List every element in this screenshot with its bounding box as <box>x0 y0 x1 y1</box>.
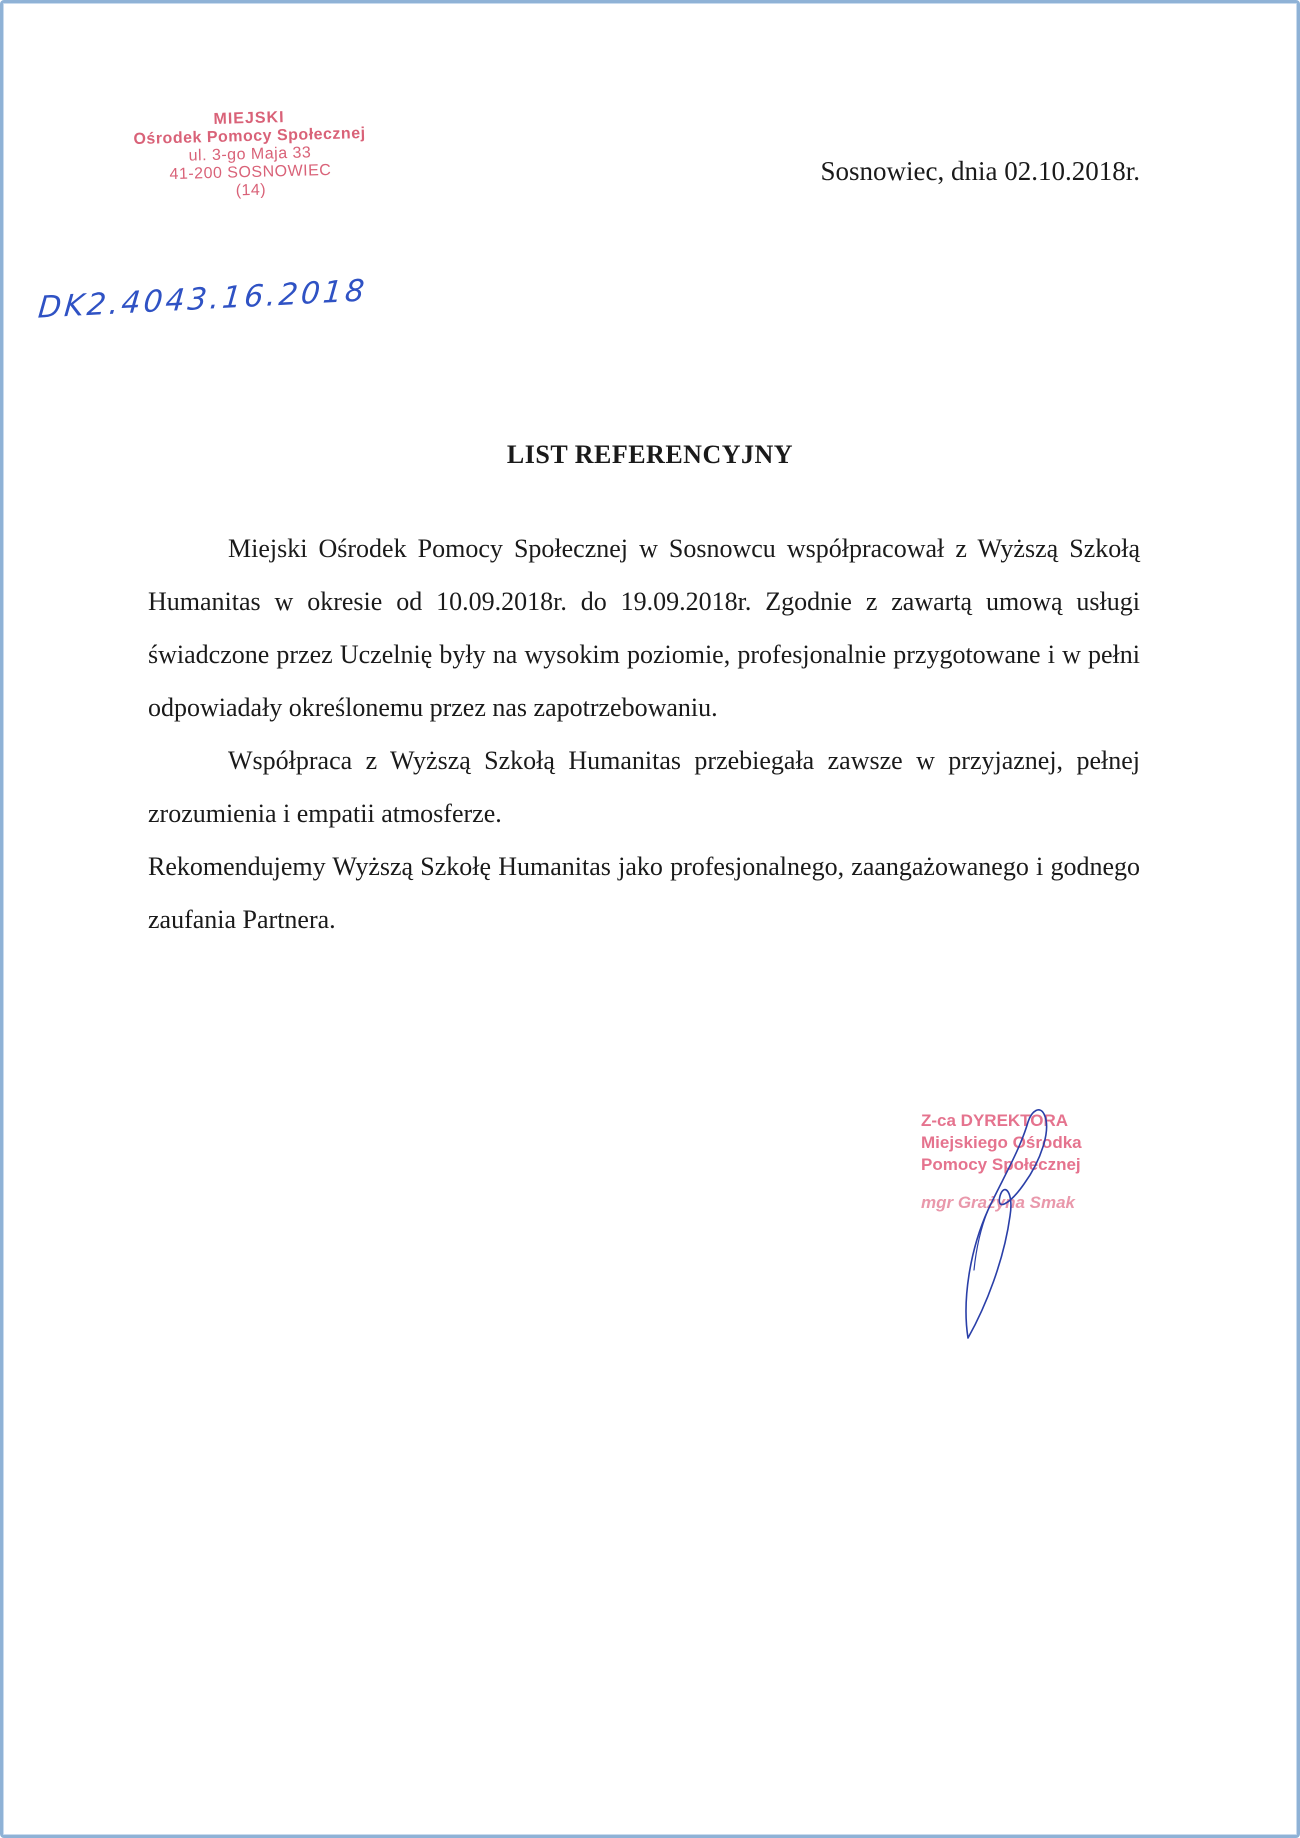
organization-stamp <box>99 106 401 204</box>
stamp-line-4: 41-200 SOSNOWIEC <box>169 161 332 184</box>
stamp-line-2: Ośrodek Pomocy Społecznej <box>133 124 366 149</box>
place-and-date: Sosnowiec, dnia 02.10.2018r. <box>820 156 1140 186</box>
handwritten-signature <box>940 1100 1080 1350</box>
signature-stamp-line-2: Miejskiego Ośrodka <box>921 1133 1082 1152</box>
document-title: LIST REFERENCYJNY <box>506 440 794 469</box>
stamp-line-1: MIEJSKI <box>213 109 285 128</box>
stamp-line-3: ul. 3-go Maja 33 <box>188 144 312 165</box>
paragraph-3: Rekomendujemy Wyższą Szkołę Humanitas jako profesjonalnego, zaangażowanego i godnego zaufania Partnera. <box>148 852 1140 934</box>
paragraph-2: Współpraca z Wyższą Szkołą Humanitas przebiegała zawsze w przyjaznej, pełnej zrozumienia i empatii atmosferze. <box>148 746 1140 828</box>
letter-body <box>148 522 1140 946</box>
handwritten-reference-number: DK2.4043.16.2018 <box>36 273 369 326</box>
paragraph-1: Miejski Ośrodek Pomocy Społecznej w Sosnowcu współpracował z Wyższą Szkołą Humanitas w okresie od 10.09.2018r. do 19.09.2018r. Zgodnie z zawartą umową usługi świadczone przez Uczelnię były na wysokim poziomie, profesjonalnie przygotowane i w pełni odpowiadały określonemu przez nas zapotrzebowaniu. <box>148 534 1140 722</box>
signature-stamp-line-1: Z-ca DYREKTORA <box>921 1111 1069 1130</box>
signature-stamp-line-3: Pomocy Społecznej <box>921 1155 1081 1174</box>
stamp-line-5: (14) <box>235 181 267 200</box>
signatory-name: mgr Grażyna Smak <box>921 1193 1076 1212</box>
